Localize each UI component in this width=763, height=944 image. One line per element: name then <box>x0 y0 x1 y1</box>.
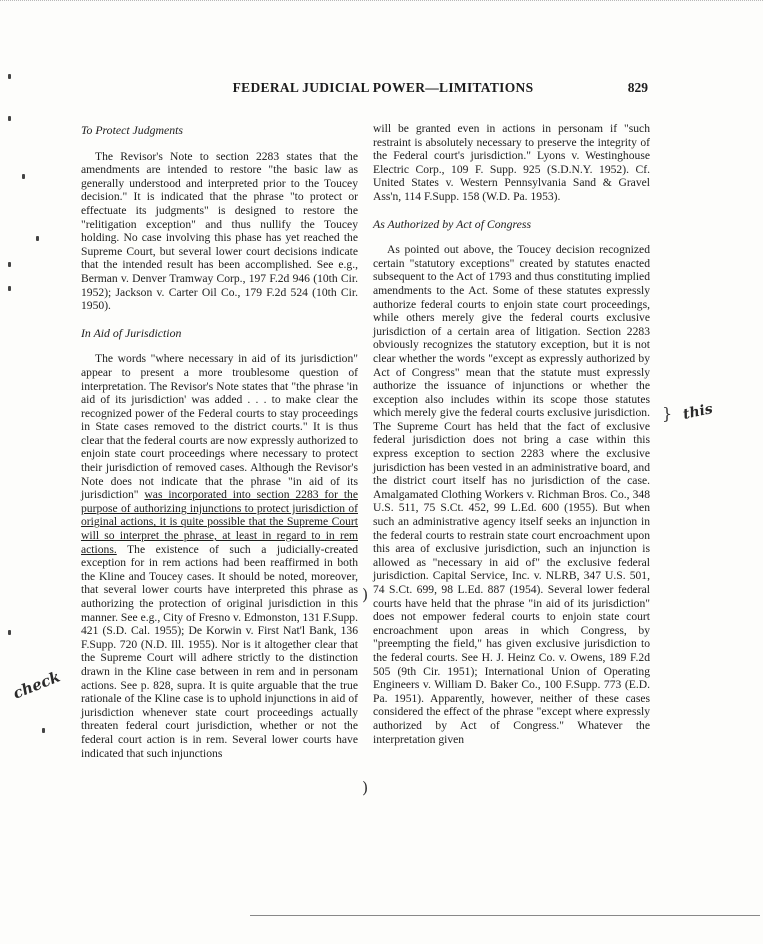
margin-bracket-right: } <box>662 404 673 423</box>
scan-edge-line <box>250 915 760 916</box>
handwritten-note-check: check <box>10 667 63 703</box>
right-column <box>373 122 650 746</box>
margin-mark <box>42 728 45 733</box>
running-title: FEDERAL JUDICIAL POWER—LIMITATIONS <box>232 80 534 95</box>
margin-mark <box>36 236 39 241</box>
page-top-edge <box>0 0 763 5</box>
handwritten-note-this: this <box>681 401 715 423</box>
paragraph-protect-judgments: The Revisor's Note to section 2283 states that the amendments are intended to restore "the basic law as generally understood and interpreted prior to the Toucey decision." It is indicated that the phrase "to protect or effectuate its judgments" is designed to restore the "relitigation exception" and thus nullify the Toucey holding. No case involving this phase has yet reached the Supreme Court, but several lower court decisions indicate that the intended result has been accomplished. See e.g., Berman v. Denver Tramway Corp., 197 F.2d 946 (10th Cir. 1952); Jackson v. Carter Oil Co., 179 F.2d 524 (10th Cir. 1950). <box>81 149 358 313</box>
running-head <box>0 80 763 100</box>
paragraph-act-of-congress: As pointed out above, the Toucey decision recognized certain "statutory exceptions" created by statutes enacted subsequent to the Act of 1793 and thus constituting implied amendments to the Act. Some of these statutes expressly authorize federal courts to enjoin state court proceedings, while others merely give the federal courts exclusive jurisdiction of a certain area of litigation. Section 2283 obviously recognizes the statutory exception, but it is not clear whether the words "except as expressly authorized by Act of Congress" mean that the statute must expressly authorize the issuance of injunctions or whether the exception also includes within its scope those statutes which merely give the federal courts exclusive jurisdiction. The Supreme Court has held that the fact of exclusive federal jurisdiction does not bring a case within this express exception to section 2283 where the exclusive jurisdiction has been vested in an administrative board, and the district court itself has no jurisdiction of the case. Amalgamated Clothing Workers v. Richman Bros. Co., 348 U.S. 511, 75 S.Ct. 452, 99 L.Ed. 600 (1955). But when such an administrative agency itself seeks an injunction in the federal courts to restrain state court encroachment upon this area of exclusive jurisdiction, such an injunction is allowed as "necessary in aid of" the exclusive federal jurisdiction. Capital Service, Inc. v. NLRB, 347 U.S. 501, 74 S.Ct. 699, 98 L.Ed. 887 (1954). Several lower federal courts have held that the phrase "in aid of its jurisdiction" does not empower federal courts to enjoin state court encroachment upon areas in which Congress, by "preempting the field," has given exclusive jurisdiction to the federal courts. See H. J. Heinz Co. v. Owens, 189 F.2d 505 (9th Cir. 1951); International Union of Operating Engineers v. William D. Baker Co., 100 F.Supp. 773 (E.D. Pa. 1951). Apparently, however, neither of these cases considered the effect of the phrase "except where expressly authorized by Act of Congress." Whatever the interpretation given <box>373 243 650 746</box>
paragraph-text-start: The words "where necessary in aid of its jurisdiction" appear to present a more troublesome question of interpretation. The Revisor's Note states that "the phrase 'in aid of its jurisdiction' was added . . . to make clear the recognized power of the Federal courts to stay proceedings in State cases removed to the district courts." It is thus clear that the federal courts are now expressly authorized to enjoin state court proceedings where necessary to protect their jurisdiction of removed cases. Although the Revisor's Note does not indicate that the phrase "in aid of its jurisdiction" <box>81 352 358 502</box>
heading-protect-judgments: To Protect Judgments <box>81 123 184 137</box>
paragraph-text-end: The existence of such a judicially-created exception for in rem actions had been reaffirmed in both the Kline and Toucey cases. It should be noted, moreover, that several lower courts have interpreted this phrase as authorizing the protection of original jurisdiction in this manner. See e.g., City of Fresno v. Edmonston, 131 F.Supp. 421 (S.D. Cal. 1955); De Korwin v. First Nat'l Bank, 136 F.Supp. 720 (N.D. Ill. 1955). Nor is it altogether clear that the Supreme Court will adhere strictly to the distinction drawn in the Kline case between in rem and in personam actions. See p. 828, supra. It is quite arguable that the true rationale of the Kline case is to uphold injunctions in aid of jurisdiction whenever state court proceedings actually threaten federal court jurisdiction, whether or not the federal court action is in rem. Several lower courts have indicated that such injunctions <box>81 542 358 760</box>
margin-mark <box>8 286 11 291</box>
left-column <box>81 124 358 760</box>
margin-mark <box>8 74 11 79</box>
paragraph-aid-of-jurisdiction <box>81 352 358 760</box>
margin-bracket-left-2: ) <box>362 778 369 797</box>
heading-aid-of-jurisdiction: In Aid of Jurisdiction <box>81 325 182 340</box>
margin-mark <box>8 116 11 121</box>
page-number: 829 <box>627 80 648 95</box>
margin-mark <box>8 630 11 635</box>
underlined-passage: was incorporated into section 2283 for the purpose of authorizing injunctions to protect jurisdiction of original actions, it is quite possible that the Supreme Court will so interpret the phrase, at least in regard to in rem actions. <box>81 488 358 556</box>
paragraph-continued: will be granted even in actions in personam if "such restraint is absolutely necessary to preserve the integrity of the Federal court's jurisdiction." Lyons v. Westinghouse Electric Corp., 109 F. Supp. 925 (S.D.N.Y. 1952). Cf. United States v. Western Pennsylvania Sand & Gravel Ass'n, 114 F.Supp. 158 (W.D. Pa. 1953). <box>373 122 650 203</box>
heading-act-of-congress: As Authorized by Act of Congress <box>373 216 532 231</box>
margin-mark <box>8 262 11 267</box>
margin-mark <box>22 174 25 179</box>
margin-bracket-left-1: ) <box>362 585 369 604</box>
